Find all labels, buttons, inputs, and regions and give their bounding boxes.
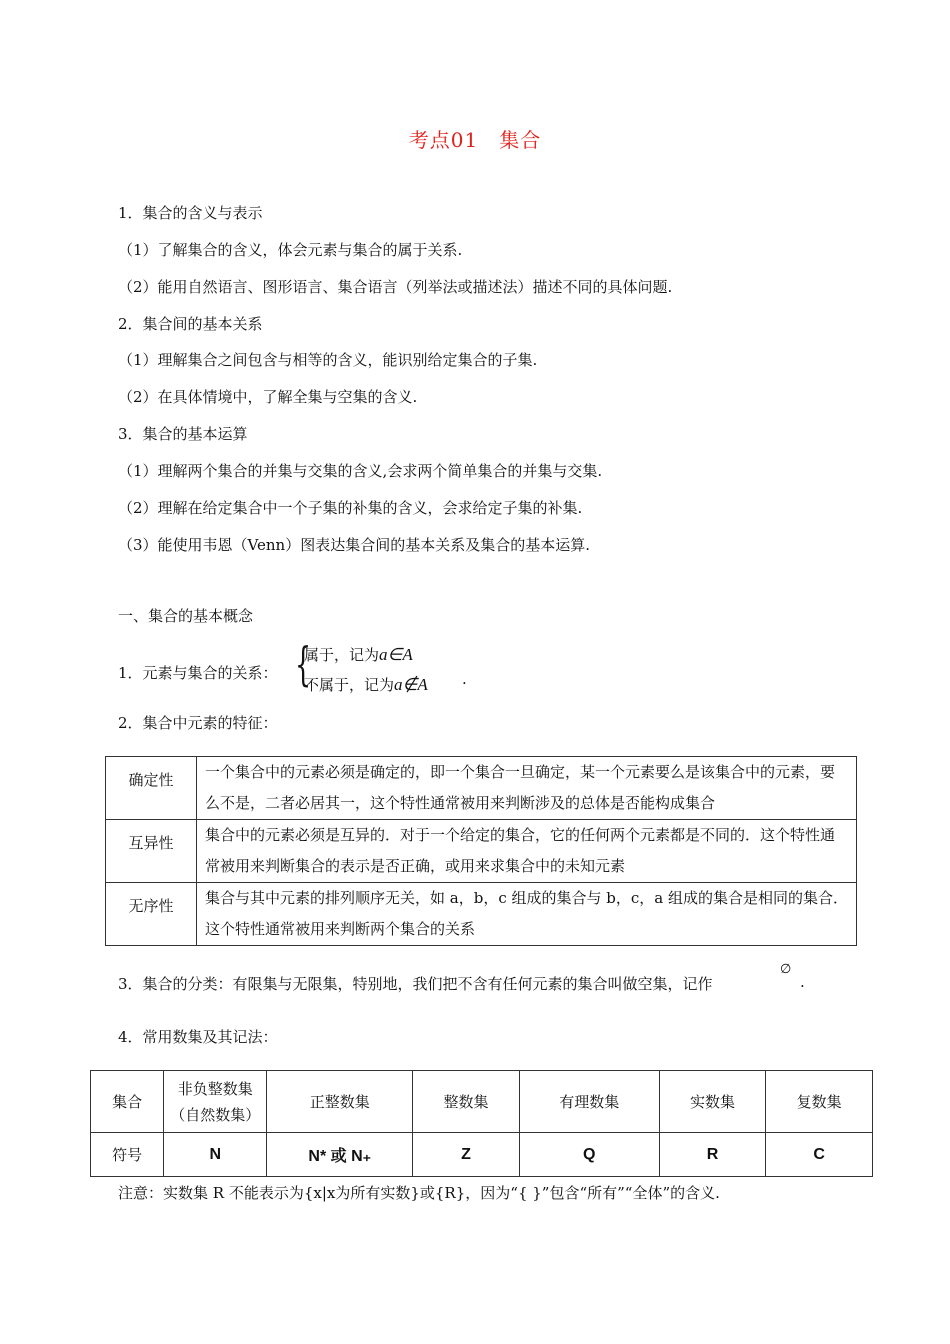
document-page: 考点01 集合 1．集合的含义与表示 （1）了解集合的含义，体会元素与集合的属于关系. （2）能用自然语言、图形语言、集合语言（列举法或描述法）描述不同的具体问题. 2．集合间的基本关系 （1）理解集合之间包含与相等的含义，能识别给定集合的子集. （2）在具体情境中，了解全集与空集的含义. 3．集合的基本运算 （1）理解两个集合的并集与交集的含义,会求两个简单集合的并集与交集. （2）理解在给定集合中一个子集的补集的含义，会求给定子集的补集. （3）能使用韦恩（Venn）图表达集合间的基本关系及集合的基本运算. 一、集合的基本概念 1．元素与集合的关系： { 属于，记为a∈A 不属于，记为a∉A . 2．集合中元素的特征： 确定性 一个集合中的元素必须是确定的，即一个集合一旦确定，某一个元素要么是该集合中的元素，要么不是，二者必居其一，这个特性通常被用来判断涉及的总体是否能构成集合 互异性 集合中的元素必须是互异的．对于一个给定的集合，它的任何两个元素都是不同的．这个特性通常被用来判断集合的表示是否正确，或用来求集合中的未知元素 无序性 集合与其中元素的排列顺序无关，如 a，b，c 组成的集合与 b，c，a 组成的集合是相同的集合．这个特性通常被用来判断两个集合的关系 3．集合的分类：有限集与无限集，特别地，我们把不含有任何元素的集合叫做空集，记作 ∅ . 4．常用数集及其记法： 集合 非负整数集（自然数集） 正整数集 整数集 有理数集 实数集 复数集 符号 N N* 或 N₊ Z Q R C 注意：实数集 R 不能表示为{x|x为所有实数}或{R}，因为“{ }”包含“所有”“全体”的含义.: [0, 0, 950, 1344]
header-cell: 集合: [91, 1071, 164, 1133]
outline-item: （3）能使用韦恩（Venn）图表达集合间的基本关系及集合的基本运算.: [118, 536, 590, 554]
brace-symbol: {: [295, 637, 312, 691]
note-text: 注意：实数集 R 不能表示为{x|x为所有实数}或{R}，因为“{ }”包含“所有”“全体”的含义.: [118, 1184, 720, 1202]
outline-heading-2: 2．集合间的基本关系: [118, 315, 263, 333]
features-heading: 2．集合中元素的特征：: [118, 714, 278, 732]
symbol-cell: N* 或 N₊: [267, 1133, 413, 1177]
feature-name: 确定性: [106, 757, 197, 820]
set-name-cell: 实数集: [659, 1071, 766, 1133]
outline-item: （1）了解集合的含义，体会元素与集合的属于关系.: [118, 241, 463, 259]
feature-desc: 一个集合中的元素必须是确定的，即一个集合一旦确定，某一个元素要么是该集合中的元素，要么不是，二者必居其一，这个特性通常被用来判断涉及的总体是否能构成集合: [197, 757, 857, 820]
table-row: [91, 1133, 873, 1177]
outline-heading-3: 3．集合的基本运算: [118, 425, 248, 443]
outline-item: （2）能用自然语言、图形语言、集合语言（列举法或描述法）描述不同的具体问题.: [118, 278, 673, 296]
outline-item: （2）理解在给定集合中一个子集的补集的含义，会求给定子集的补集.: [118, 499, 583, 517]
relation-case-not-belongs: 不属于，记为a∉A: [304, 675, 428, 694]
set-name-cell: 非负整数集（自然数集）: [164, 1071, 267, 1133]
page-title: 考点01 集合: [408, 128, 542, 152]
symbol-cell: N: [164, 1133, 267, 1177]
section-heading: 一、集合的基本概念: [118, 607, 254, 625]
numsets-table: [90, 1070, 873, 1177]
outline-item: （1）理解两个集合的并集与交集的含义,会求两个简单集合的并集与交集.: [118, 462, 603, 480]
classification-text: 3．集合的分类：有限集与无限集，特别地，我们把不含有任何元素的集合叫做空集，记作: [118, 975, 713, 993]
relation-case-belongs: 属于，记为a∈A: [304, 645, 413, 664]
math-not-belongs: a∉A: [394, 675, 428, 694]
relation-lead: 1．元素与集合的关系：: [118, 664, 278, 682]
symbol-cell: Z: [413, 1133, 520, 1177]
math-belongs: a∈A: [379, 645, 413, 664]
table-row: [106, 820, 857, 883]
features-table: [105, 756, 857, 946]
outline-item: （2）在具体情境中，了解全集与空集的含义.: [118, 388, 418, 406]
table-row: [91, 1071, 873, 1133]
symbol-cell: C: [766, 1133, 873, 1177]
feature-name: 无序性: [106, 883, 197, 946]
numsets-heading: 4．常用数集及其记法：: [118, 1028, 278, 1046]
symbol-cell: R: [659, 1133, 766, 1177]
empty-set-icon: ∅: [780, 962, 792, 977]
set-name-cell: 整数集: [413, 1071, 520, 1133]
outline-item: （1）理解集合之间包含与相等的含义，能识别给定集合的子集.: [118, 351, 538, 369]
set-name-cell: 正整数集: [267, 1071, 413, 1133]
feature-desc: 集合中的元素必须是互异的．对于一个给定的集合，它的任何两个元素都是不同的．这个特性通常被用来判断集合的表示是否正确，或用来求集合中的未知元素: [197, 820, 857, 883]
table-row: [106, 757, 857, 820]
feature-name: 互异性: [106, 820, 197, 883]
set-name-cell: 有理数集: [519, 1071, 659, 1133]
outline-heading-1: 1．集合的含义与表示: [118, 204, 263, 222]
feature-desc: 集合与其中元素的排列顺序无关，如 a，b，c 组成的集合与 b，c，a 组成的集合是相同的集合．这个特性通常被用来判断两个集合的关系: [197, 883, 857, 946]
set-name-cell: 复数集: [766, 1071, 873, 1133]
table-row: [106, 883, 857, 946]
symbol-cell: Q: [519, 1133, 659, 1177]
header-cell: 符号: [91, 1133, 164, 1177]
